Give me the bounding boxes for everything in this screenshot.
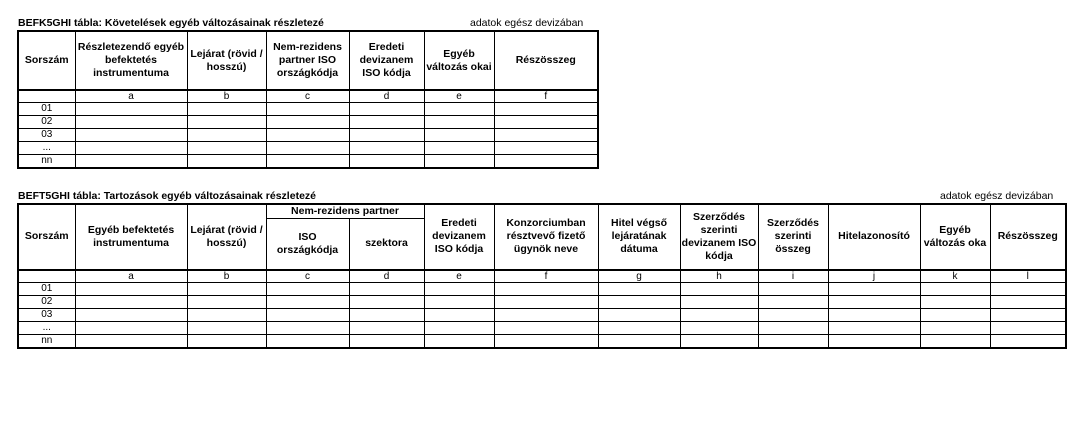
table2-cell[interactable] — [75, 308, 187, 321]
table2-row-label: 01 — [18, 282, 75, 295]
table2-cell[interactable] — [990, 282, 1066, 295]
table2-cell[interactable] — [680, 282, 758, 295]
table2-header-eredeti-devizanem: Eredeti devizanem ISO kódja — [424, 204, 494, 270]
table1-cell[interactable] — [266, 129, 349, 142]
table2-cell[interactable] — [680, 295, 758, 308]
table1-letter: b — [187, 90, 266, 103]
table1-cell[interactable] — [75, 129, 187, 142]
table1-cell[interactable] — [75, 142, 187, 155]
table2-header-sorszam: Sorszám — [18, 204, 75, 270]
table2-cell[interactable] — [266, 282, 349, 295]
table2-header-konzorcium: Konzorciumban résztvevő fizető ügynök neve — [494, 204, 598, 270]
table2-cell[interactable] — [187, 321, 266, 334]
table1-header-egyeb-valtozas: Egyéb változás okai — [424, 31, 494, 90]
table2-header-szerzodes-devizanem: Szerződés szerinti devizanem ISO kódja — [680, 204, 758, 270]
table1-cell[interactable] — [187, 129, 266, 142]
table1-cell[interactable] — [187, 116, 266, 129]
table2-cell[interactable] — [680, 334, 758, 348]
table1-cell[interactable] — [266, 155, 349, 169]
table2-letter: a — [75, 270, 187, 283]
table2-letter: j — [828, 270, 920, 283]
table2-cell[interactable] — [990, 308, 1066, 321]
table2-cell[interactable] — [494, 295, 598, 308]
table1-cell[interactable] — [187, 142, 266, 155]
table1-cell[interactable] — [187, 155, 266, 169]
table1-row-label: ... — [18, 142, 75, 155]
table2-letter: e — [424, 270, 494, 283]
table2-letter: k — [920, 270, 990, 283]
table2-cell[interactable] — [266, 321, 349, 334]
table1-cell[interactable] — [424, 155, 494, 169]
table2-letter: g — [598, 270, 680, 283]
table1-cell[interactable] — [266, 116, 349, 129]
table2-letter: d — [349, 270, 424, 283]
table2-cell[interactable] — [494, 321, 598, 334]
table2-row-label: 03 — [18, 308, 75, 321]
table1-letter: a — [75, 90, 187, 103]
table2-header-hitelazonosito: Hitelazonosító — [828, 204, 920, 270]
table2-cell[interactable] — [920, 308, 990, 321]
table2-cell[interactable] — [349, 282, 424, 295]
table1-letter: f — [494, 90, 598, 103]
table2-cell[interactable] — [349, 321, 424, 334]
table1-cell[interactable] — [424, 116, 494, 129]
table1-cell[interactable] — [494, 116, 598, 129]
table1-letter: c — [266, 90, 349, 103]
table2-cell[interactable] — [75, 321, 187, 334]
table1-header-partner-iso: Nem-rezidens partner ISO országkódja — [266, 31, 349, 90]
table1-cell[interactable] — [349, 142, 424, 155]
table2-cell[interactable] — [598, 282, 680, 295]
table2-cell[interactable] — [424, 321, 494, 334]
table2-letter: c — [266, 270, 349, 283]
table1-row — [18, 155, 598, 169]
table1-row-label: nn — [18, 155, 75, 169]
table2-cell[interactable] — [494, 308, 598, 321]
table2-cell[interactable] — [828, 295, 920, 308]
table1-unit-note: adatok egész devizában — [470, 17, 584, 29]
table2-row-label: nn — [18, 334, 75, 348]
table2-cell[interactable] — [598, 308, 680, 321]
table1-cell[interactable] — [494, 129, 598, 142]
table2-cell[interactable] — [266, 334, 349, 348]
table1-cell[interactable] — [494, 142, 598, 155]
table2-cell[interactable] — [758, 321, 828, 334]
table1-cell[interactable] — [266, 142, 349, 155]
table2-cell[interactable] — [920, 282, 990, 295]
table2-cell[interactable] — [187, 334, 266, 348]
table1-cell[interactable] — [424, 129, 494, 142]
table2-cell[interactable] — [920, 321, 990, 334]
table2-cell[interactable] — [598, 295, 680, 308]
table1-header-lejarat: Lejárat (rövid / hosszú) — [187, 31, 266, 90]
table2-cell[interactable] — [828, 334, 920, 348]
table1-caption: BEFK5GHI tábla: Követelések egyéb változásainak részletezé — [18, 17, 324, 29]
table2-cell[interactable] — [424, 308, 494, 321]
table1-cell[interactable] — [75, 116, 187, 129]
table2-cell[interactable] — [758, 295, 828, 308]
table2-letter — [18, 270, 75, 283]
table2-row-label: ... — [18, 321, 75, 334]
table2-header-reszosszeg: Részösszeg — [990, 204, 1066, 270]
table2-header-szektora: szektora — [349, 219, 424, 270]
table2-letter: l — [990, 270, 1066, 283]
table2-cell[interactable] — [680, 321, 758, 334]
table2-row — [18, 308, 1066, 321]
table2-cell[interactable] — [990, 295, 1066, 308]
table2-header-iso-orszag: ISO országkódja — [266, 219, 349, 270]
table2-cell[interactable] — [920, 295, 990, 308]
table1-row — [18, 103, 598, 116]
table2-cell[interactable] — [494, 282, 598, 295]
table1-cell[interactable] — [75, 155, 187, 169]
table2-letter: f — [494, 270, 598, 283]
table2-cell[interactable] — [758, 308, 828, 321]
table2-cell[interactable] — [349, 295, 424, 308]
table2-cell[interactable] — [266, 295, 349, 308]
table1-cell[interactable] — [187, 103, 266, 116]
table2-cell[interactable] — [266, 308, 349, 321]
table2-cell[interactable] — [187, 295, 266, 308]
table1-letter — [18, 90, 75, 103]
table2-row-label: 02 — [18, 295, 75, 308]
table1-row — [18, 129, 598, 142]
table1-row — [18, 142, 598, 155]
table2-row — [18, 321, 1066, 334]
table2-cell[interactable] — [680, 308, 758, 321]
table2-cell[interactable] — [920, 334, 990, 348]
table2-cell[interactable] — [828, 308, 920, 321]
table2-cell[interactable] — [424, 295, 494, 308]
table1-cell[interactable] — [349, 129, 424, 142]
table1-grid — [17, 30, 599, 169]
table1-row-label: 02 — [18, 116, 75, 129]
table2-cell[interactable] — [75, 282, 187, 295]
table2-header-hitel-vegso: Hitel végső lejáratának dátuma — [598, 204, 680, 270]
table1-row-label: 03 — [18, 129, 75, 142]
table2-cell[interactable] — [828, 282, 920, 295]
table1-cell[interactable] — [266, 103, 349, 116]
table1-cell[interactable] — [494, 155, 598, 169]
table2-cell[interactable] — [828, 321, 920, 334]
table2-row — [18, 282, 1066, 295]
table2-header-partner-group: Nem-rezidens partner — [266, 204, 424, 219]
table1-cell[interactable] — [349, 155, 424, 169]
table1-cell[interactable] — [424, 142, 494, 155]
table2-header-instrument: Egyéb befektetés instrumentuma — [75, 204, 187, 270]
table2-letter: b — [187, 270, 266, 283]
table1-row — [18, 116, 598, 129]
table1-cell[interactable] — [349, 103, 424, 116]
table1-cell[interactable] — [424, 103, 494, 116]
table1-header-sorszam: Sorszám — [18, 31, 75, 90]
table2-header-szerzodes-osszeg: Szerződés szerinti összeg — [758, 204, 828, 270]
table2-letter: h — [680, 270, 758, 283]
table2-letter: i — [758, 270, 828, 283]
table1-header-instrument: Részletezendő egyéb befektetés instrumentuma — [75, 31, 187, 90]
table2-caption: BEFT5GHI tábla: Tartozások egyéb változásainak részletezé — [18, 190, 316, 202]
table2-grid — [17, 203, 1067, 349]
table2-cell[interactable] — [75, 295, 187, 308]
table2-cell[interactable] — [598, 334, 680, 348]
table1-row-label: 01 — [18, 103, 75, 116]
table2-cell[interactable] — [349, 308, 424, 321]
table1-cell[interactable] — [75, 103, 187, 116]
table2-unit-note: adatok egész devizában — [940, 190, 1054, 202]
table1-letter-row — [18, 90, 598, 103]
table2-header-lejarat: Lejárat (rövid / hosszú) — [187, 204, 266, 270]
table2-row — [18, 295, 1066, 308]
table2-row — [18, 334, 1066, 348]
table2-cell[interactable] — [424, 334, 494, 348]
table2-cell[interactable] — [424, 282, 494, 295]
table1-letter: d — [349, 90, 424, 103]
table2-cell[interactable] — [75, 334, 187, 348]
table2-cell[interactable] — [187, 282, 266, 295]
table2-cell[interactable] — [187, 308, 266, 321]
table2-cell[interactable] — [349, 334, 424, 348]
table1-cell[interactable] — [349, 116, 424, 129]
table2-cell[interactable] — [598, 321, 680, 334]
table2-letter-row — [18, 270, 1066, 283]
table2-cell[interactable] — [758, 282, 828, 295]
table1-letter: e — [424, 90, 494, 103]
table2-cell[interactable] — [494, 334, 598, 348]
table2-cell[interactable] — [990, 334, 1066, 348]
table1-header-reszosszeg: Részösszeg — [494, 31, 598, 90]
table1-header-devizanem: Eredeti devizanem ISO kódja — [349, 31, 424, 90]
table2-cell[interactable] — [758, 334, 828, 348]
table2-header-egyeb-valtozas: Egyéb változás oka — [920, 204, 990, 270]
table1-cell[interactable] — [494, 103, 598, 116]
table2-cell[interactable] — [990, 321, 1066, 334]
